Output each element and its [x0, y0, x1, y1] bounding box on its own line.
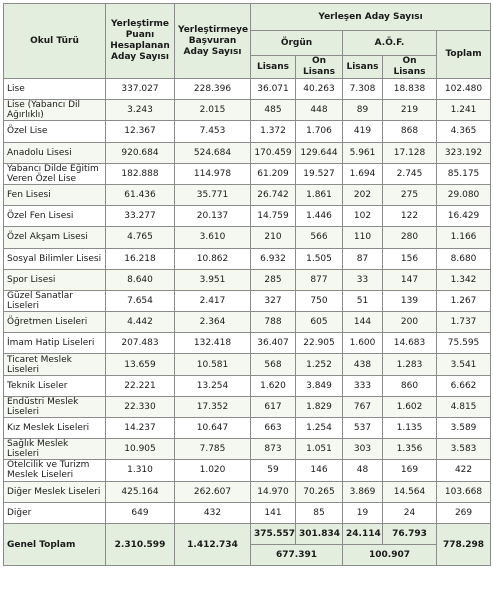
header-puani-hesaplanan: Yerleştirme Puanı Hesaplanan Aday Sayısı — [106, 4, 175, 79]
header-orgun-on-lisans: Ön Lisans — [296, 56, 343, 79]
total-aof-on-lisans: 76.793 — [383, 523, 437, 544]
cell: 323.192 — [437, 142, 491, 163]
cell: 3.610 — [175, 227, 251, 248]
cell: 40.263 — [296, 79, 343, 100]
school-type: Diğer Meslek Liseleri — [4, 481, 106, 502]
cell: 14.759 — [251, 206, 296, 227]
table-row — [4, 184, 491, 205]
cell: 114.978 — [175, 163, 251, 184]
table-row — [4, 502, 491, 523]
cell: 1.602 — [383, 396, 437, 417]
school-type: Sağlık Meslek Liseleri — [4, 439, 106, 460]
total-row — [4, 523, 491, 544]
cell: 7.654 — [106, 290, 175, 311]
school-type: Öğretmen Liseleri — [4, 312, 106, 333]
cell: 1.600 — [343, 333, 383, 354]
cell: 51 — [343, 290, 383, 311]
school-type: Anadolu Lisesi — [4, 142, 106, 163]
school-type: Özel Akşam Lisesi — [4, 227, 106, 248]
school-type: İmam Hatip Liseleri — [4, 333, 106, 354]
school-type: Kız Meslek Liseleri — [4, 418, 106, 439]
cell: 1.051 — [296, 439, 343, 460]
cell: 29.080 — [437, 184, 491, 205]
cell: 8.640 — [106, 269, 175, 290]
cell: 22.905 — [296, 333, 343, 354]
cell: 4.365 — [437, 121, 491, 142]
cell: 20.137 — [175, 206, 251, 227]
table-row — [4, 375, 491, 396]
table-row — [4, 227, 491, 248]
cell: 22.221 — [106, 375, 175, 396]
header-aof-lisans: Lisans — [343, 56, 383, 79]
cell: 524.684 — [175, 142, 251, 163]
cell: 13.254 — [175, 375, 251, 396]
cell: 75.595 — [437, 333, 491, 354]
cell: 419 — [343, 121, 383, 142]
header-aof-on-lisans: Ön Lisans — [383, 56, 437, 79]
total-aof-sum: 100.907 — [343, 545, 437, 566]
school-type: Teknik Liseler — [4, 375, 106, 396]
table-row — [4, 333, 491, 354]
cell: 337.027 — [106, 79, 175, 100]
school-type: Fen Lisesi — [4, 184, 106, 205]
cell: 13.659 — [106, 354, 175, 375]
cell: 1.505 — [296, 248, 343, 269]
cell: 122 — [383, 206, 437, 227]
cell: 207.483 — [106, 333, 175, 354]
cell: 2.364 — [175, 312, 251, 333]
table-row — [4, 290, 491, 311]
cell: 2.015 — [175, 100, 251, 121]
table-row — [4, 354, 491, 375]
cell: 219 — [383, 100, 437, 121]
school-type: Otelcilik ve Turizm Meslek Liseleri — [4, 460, 106, 481]
cell: 48 — [343, 460, 383, 481]
cell: 1.446 — [296, 206, 343, 227]
cell: 860 — [383, 375, 437, 396]
school-type: Lise — [4, 79, 106, 100]
school-type: Özel Lise — [4, 121, 106, 142]
cell: 10.862 — [175, 248, 251, 269]
cell: 1.829 — [296, 396, 343, 417]
table-row — [4, 100, 491, 121]
cell: 70.265 — [296, 481, 343, 502]
cell: 132.418 — [175, 333, 251, 354]
cell: 36.071 — [251, 79, 296, 100]
school-type: Endüstri Meslek Liseleri — [4, 396, 106, 417]
cell: 3.849 — [296, 375, 343, 396]
cell: 17.128 — [383, 142, 437, 163]
cell: 3.243 — [106, 100, 175, 121]
table-row — [4, 269, 491, 290]
cell: 280 — [383, 227, 437, 248]
cell: 485 — [251, 100, 296, 121]
cell: 5.961 — [343, 142, 383, 163]
table-row — [4, 439, 491, 460]
cell: 4.442 — [106, 312, 175, 333]
school-type: Güzel Sanatlar Liseleri — [4, 290, 106, 311]
cell: 19 — [343, 502, 383, 523]
cell: 1.020 — [175, 460, 251, 481]
cell: 3.589 — [437, 418, 491, 439]
cell: 129.644 — [296, 142, 343, 163]
table-row — [4, 163, 491, 184]
cell: 448 — [296, 100, 343, 121]
cell: 18.838 — [383, 79, 437, 100]
header-toplam: Toplam — [437, 31, 491, 79]
cell: 4.815 — [437, 396, 491, 417]
cell: 26.742 — [251, 184, 296, 205]
cell: 12.367 — [106, 121, 175, 142]
cell: 877 — [296, 269, 343, 290]
cell: 920.684 — [106, 142, 175, 163]
cell: 144 — [343, 312, 383, 333]
cell: 85 — [296, 502, 343, 523]
cell: 200 — [383, 312, 437, 333]
cell: 1.252 — [296, 354, 343, 375]
cell: 228.396 — [175, 79, 251, 100]
cell: 432 — [175, 502, 251, 523]
cell: 22.330 — [106, 396, 175, 417]
header-aof: A.Ö.F. — [343, 31, 437, 56]
table-row — [4, 418, 491, 439]
table-row — [4, 460, 491, 481]
cell: 1.267 — [437, 290, 491, 311]
cell: 14.970 — [251, 481, 296, 502]
header-basvuran: Yerleştirmeye Başvuran Aday Sayısı — [175, 4, 251, 79]
cell: 605 — [296, 312, 343, 333]
cell: 788 — [251, 312, 296, 333]
cell: 275 — [383, 184, 437, 205]
cell: 1.135 — [383, 418, 437, 439]
cell: 147 — [383, 269, 437, 290]
cell: 102.480 — [437, 79, 491, 100]
cell: 1.254 — [296, 418, 343, 439]
cell: 333 — [343, 375, 383, 396]
cell: 327 — [251, 290, 296, 311]
cell: 89 — [343, 100, 383, 121]
cell: 1.706 — [296, 121, 343, 142]
cell: 7.308 — [343, 79, 383, 100]
cell: 3.541 — [437, 354, 491, 375]
school-type: Spor Lisesi — [4, 269, 106, 290]
cell: 14.564 — [383, 481, 437, 502]
cell: 262.607 — [175, 481, 251, 502]
cell: 141 — [251, 502, 296, 523]
cell: 61.209 — [251, 163, 296, 184]
cell: 24 — [383, 502, 437, 523]
table-row — [4, 206, 491, 227]
total-basvuran: 1.412.734 — [175, 523, 251, 565]
cell: 59 — [251, 460, 296, 481]
header-orgun: Örgün — [251, 31, 343, 56]
total-orgun-sum: 677.391 — [251, 545, 343, 566]
cell: 139 — [383, 290, 437, 311]
cell: 7.453 — [175, 121, 251, 142]
cell: 617 — [251, 396, 296, 417]
table-row — [4, 248, 491, 269]
total-toplam: 778.298 — [437, 523, 491, 565]
cell: 3.951 — [175, 269, 251, 290]
cell: 537 — [343, 418, 383, 439]
cell: 182.888 — [106, 163, 175, 184]
cell: 1.310 — [106, 460, 175, 481]
table-row — [4, 312, 491, 333]
cell: 285 — [251, 269, 296, 290]
cell: 156 — [383, 248, 437, 269]
cell: 868 — [383, 121, 437, 142]
cell: 36.407 — [251, 333, 296, 354]
total-orgun-lisans: 375.557 — [251, 523, 296, 544]
cell: 33.277 — [106, 206, 175, 227]
cell: 103.668 — [437, 481, 491, 502]
cell: 1.241 — [437, 100, 491, 121]
cell: 61.436 — [106, 184, 175, 205]
table-row — [4, 481, 491, 502]
cell: 35.771 — [175, 184, 251, 205]
cell: 438 — [343, 354, 383, 375]
cell: 6.932 — [251, 248, 296, 269]
total-aof-lisans: 24.114 — [343, 523, 383, 544]
total-orgun-on-lisans: 301.834 — [296, 523, 343, 544]
cell: 663 — [251, 418, 296, 439]
school-type: Özel Fen Lisesi — [4, 206, 106, 227]
cell: 10.647 — [175, 418, 251, 439]
cell: 19.527 — [296, 163, 343, 184]
cell: 16.218 — [106, 248, 175, 269]
cell: 2.417 — [175, 290, 251, 311]
cell: 14.237 — [106, 418, 175, 439]
cell: 14.683 — [383, 333, 437, 354]
table-row — [4, 142, 491, 163]
cell: 87 — [343, 248, 383, 269]
cell: 110 — [343, 227, 383, 248]
cell: 16.429 — [437, 206, 491, 227]
cell: 1.620 — [251, 375, 296, 396]
cell: 1.372 — [251, 121, 296, 142]
cell: 1.694 — [343, 163, 383, 184]
cell: 8.680 — [437, 248, 491, 269]
cell: 873 — [251, 439, 296, 460]
cell: 4.765 — [106, 227, 175, 248]
school-type: Ticaret Meslek Liseleri — [4, 354, 106, 375]
cell: 210 — [251, 227, 296, 248]
cell: 3.869 — [343, 481, 383, 502]
table-row — [4, 79, 491, 100]
cell: 6.662 — [437, 375, 491, 396]
cell: 202 — [343, 184, 383, 205]
school-type: Diğer — [4, 502, 106, 523]
placement-statistics-table — [3, 3, 491, 566]
cell: 425.164 — [106, 481, 175, 502]
header-yerlesen: Yerleşen Aday Sayısı — [251, 4, 491, 31]
cell: 750 — [296, 290, 343, 311]
school-type: Lise (Yabancı Dil Ağırlıklı) — [4, 100, 106, 121]
cell: 767 — [343, 396, 383, 417]
table-row — [4, 121, 491, 142]
cell: 102 — [343, 206, 383, 227]
school-type: Sosyal Bilimler Lisesi — [4, 248, 106, 269]
cell: 649 — [106, 502, 175, 523]
school-type: Yabancı Dilde Eğitim Veren Özel Lise — [4, 163, 106, 184]
cell: 422 — [437, 460, 491, 481]
header-okul-turu: Okul Türü — [4, 4, 106, 79]
cell: 566 — [296, 227, 343, 248]
cell: 303 — [343, 439, 383, 460]
header-orgun-lisans: Lisans — [251, 56, 296, 79]
cell: 10.581 — [175, 354, 251, 375]
cell: 1.861 — [296, 184, 343, 205]
cell: 2.745 — [383, 163, 437, 184]
cell: 17.352 — [175, 396, 251, 417]
cell: 3.583 — [437, 439, 491, 460]
cell: 1.737 — [437, 312, 491, 333]
table-row — [4, 396, 491, 417]
cell: 146 — [296, 460, 343, 481]
total-label: Genel Toplam — [4, 523, 106, 565]
cell: 568 — [251, 354, 296, 375]
cell: 1.342 — [437, 269, 491, 290]
cell: 85.175 — [437, 163, 491, 184]
cell: 33 — [343, 269, 383, 290]
cell: 1.356 — [383, 439, 437, 460]
cell: 269 — [437, 502, 491, 523]
cell: 169 — [383, 460, 437, 481]
cell: 170.459 — [251, 142, 296, 163]
cell: 1.166 — [437, 227, 491, 248]
total-puani-hesaplanan: 2.310.599 — [106, 523, 175, 565]
cell: 10.905 — [106, 439, 175, 460]
cell: 7.785 — [175, 439, 251, 460]
cell: 1.283 — [383, 354, 437, 375]
